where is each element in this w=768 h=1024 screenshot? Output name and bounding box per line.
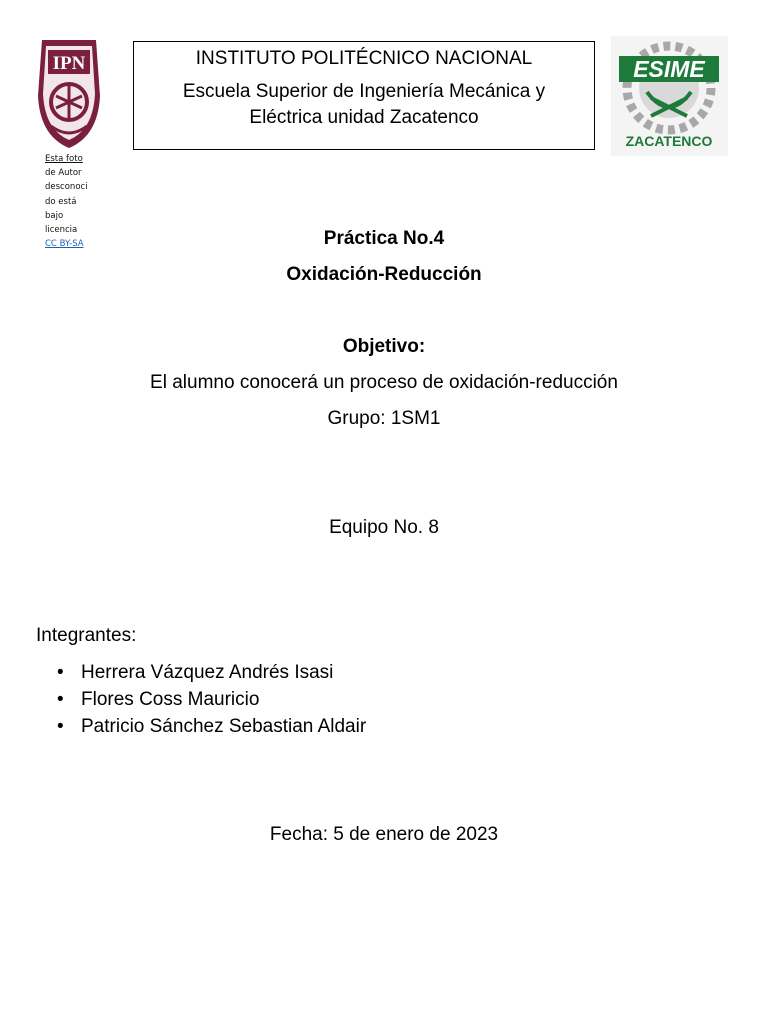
credit-line: desconoci <box>45 182 88 193</box>
objective-text: El alumno conocerá un proceso de oxidación-reducción <box>150 372 618 393</box>
list-item: • Flores Coss Mauricio <box>36 686 366 713</box>
license-link[interactable]: CC BY-SA <box>45 239 84 250</box>
members-heading: Integrantes: <box>36 625 137 646</box>
practice-title: Oxidación-Reducción <box>286 264 482 285</box>
objective-heading: Objetivo: <box>342 336 426 357</box>
school-line-1: Escuela Superior de Ingeniería Mecánica y <box>182 81 546 102</box>
esime-logo <box>611 36 728 156</box>
list-item: • Patricio Sánchez Sebastian Aldair <box>36 713 366 740</box>
members-list <box>36 659 366 740</box>
list-item: • Herrera Vázquez Andrés Isasi <box>36 659 366 686</box>
credit-line: do está <box>45 196 77 207</box>
ipn-logo <box>34 36 104 152</box>
svg-text:ZACATENCO: ZACATENCO <box>625 133 713 149</box>
svg-text:ESIME: ESIME <box>633 56 705 82</box>
group-label: Grupo: 1SM1 <box>327 408 441 429</box>
header-box <box>133 41 595 150</box>
institute-name: INSTITUTO POLITÉCNICO NACIONAL <box>195 48 533 69</box>
credit-line: licencia <box>45 225 78 236</box>
credit-line: bajo <box>45 210 64 221</box>
school-line-2: Eléctrica unidad Zacatenco <box>249 107 479 128</box>
svg-text:IPN: IPN <box>52 53 86 74</box>
date-label: Fecha: 5 de enero de 2023 <box>269 824 499 845</box>
school-name <box>134 79 594 131</box>
team-label: Equipo No. 8 <box>329 517 439 538</box>
credit-line[interactable]: Esta foto <box>45 154 83 164</box>
practice-number: Práctica No.4 <box>323 228 445 249</box>
credit-line: de Autor <box>45 168 82 179</box>
